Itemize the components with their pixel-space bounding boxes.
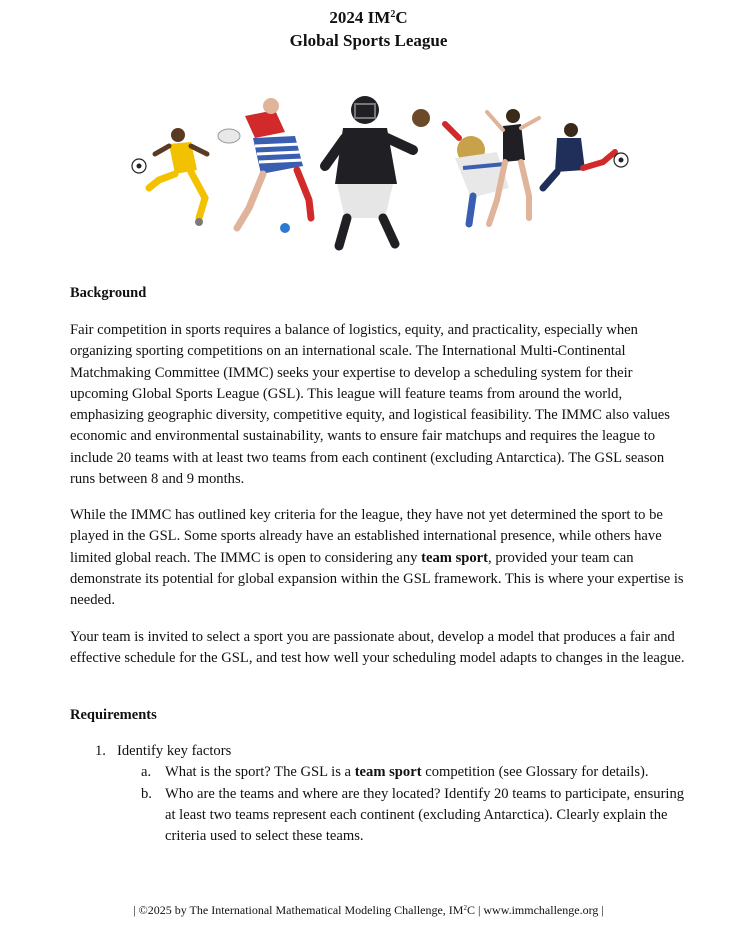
document-subtitle: Global Sports League <box>289 31 448 50</box>
page-footer: | ©2025 by The International Mathematical Modeling Challenge, $IM^2C$ | www.immchallenge.org | <box>133 903 604 917</box>
sub-requirements-list <box>117 762 690 847</box>
background-paragraph-2: While the IMMC has outlined key criteria for the league, they have not yet determined the sport to be played in the GSL. Some sports already have an established international presence, while others have limited global reach. The IMMC is open to considering any team sport, provided your team can demonstrate its potential for global expansion within the GSL framework. This is where your expertise is needed. <box>70 507 684 609</box>
team-sport-emphasis: team sport <box>421 549 489 566</box>
document-title: 2024 $IM^2C$ <box>329 8 408 27</box>
athlete-football <box>445 124 509 224</box>
athlete-catcher <box>325 96 430 246</box>
soccer-ball-left <box>132 159 146 173</box>
sub-requirement-letter: a. <box>141 764 152 781</box>
athlete-soccer-navy <box>543 123 615 188</box>
background-heading: Background <box>70 285 147 301</box>
sub-requirement-item: a. What is the sport? The GSL is a team sport competition (see Glossary for details). <box>70 762 690 783</box>
athletes-illustration <box>125 88 635 258</box>
sub-requirement-item: b. Who are the teams and where are they located? Identify 20 teams to participate, ensuring at least two teams represent each continent (excluding Antarctica). Clearly explain the criteria used to select these teams. <box>141 785 685 845</box>
requirement-item <box>70 741 690 847</box>
soccer-ball-right <box>614 153 628 167</box>
requirements-list <box>70 741 690 847</box>
sub-requirement-letter: b. <box>141 785 152 802</box>
team-sport-emphasis: team sport <box>354 764 422 781</box>
background-paragraph-1: Fair competition in sports requires a balance of logistics, equity, and practicality, especially when organizing sporting competitions on an international scale. The International Multi-Continental Matchmaking Committee (IMMC) seeks your expertise to develop a scheduling system for their upcoming Global Sports League (GSL). This league will feature teams from around the world, emphasizing geographic diversity, competitive equity, and logistical feasibility. The IMMC also values economic and environmental sustainability, wants to ensure fair matchups and requires the league to include 20 teams with at least two teams from each continent (excluding Antarctica). The GSL season runs between 8 and 9 months. <box>70 322 670 488</box>
requirement-number: 1. <box>95 743 106 759</box>
requirements-heading: Requirements <box>70 707 157 723</box>
athlete-soccer-yellow <box>149 128 207 226</box>
athlete-rugby <box>218 98 311 233</box>
requirement-text: Identify key factors <box>117 743 232 759</box>
background-paragraph-3: Your team is invited to select a sport you are passionate about, develop a model that produces a fair and effective schedule for the GSL, and test how well your scheduling model adapts to changes in the league. <box>70 629 685 667</box>
